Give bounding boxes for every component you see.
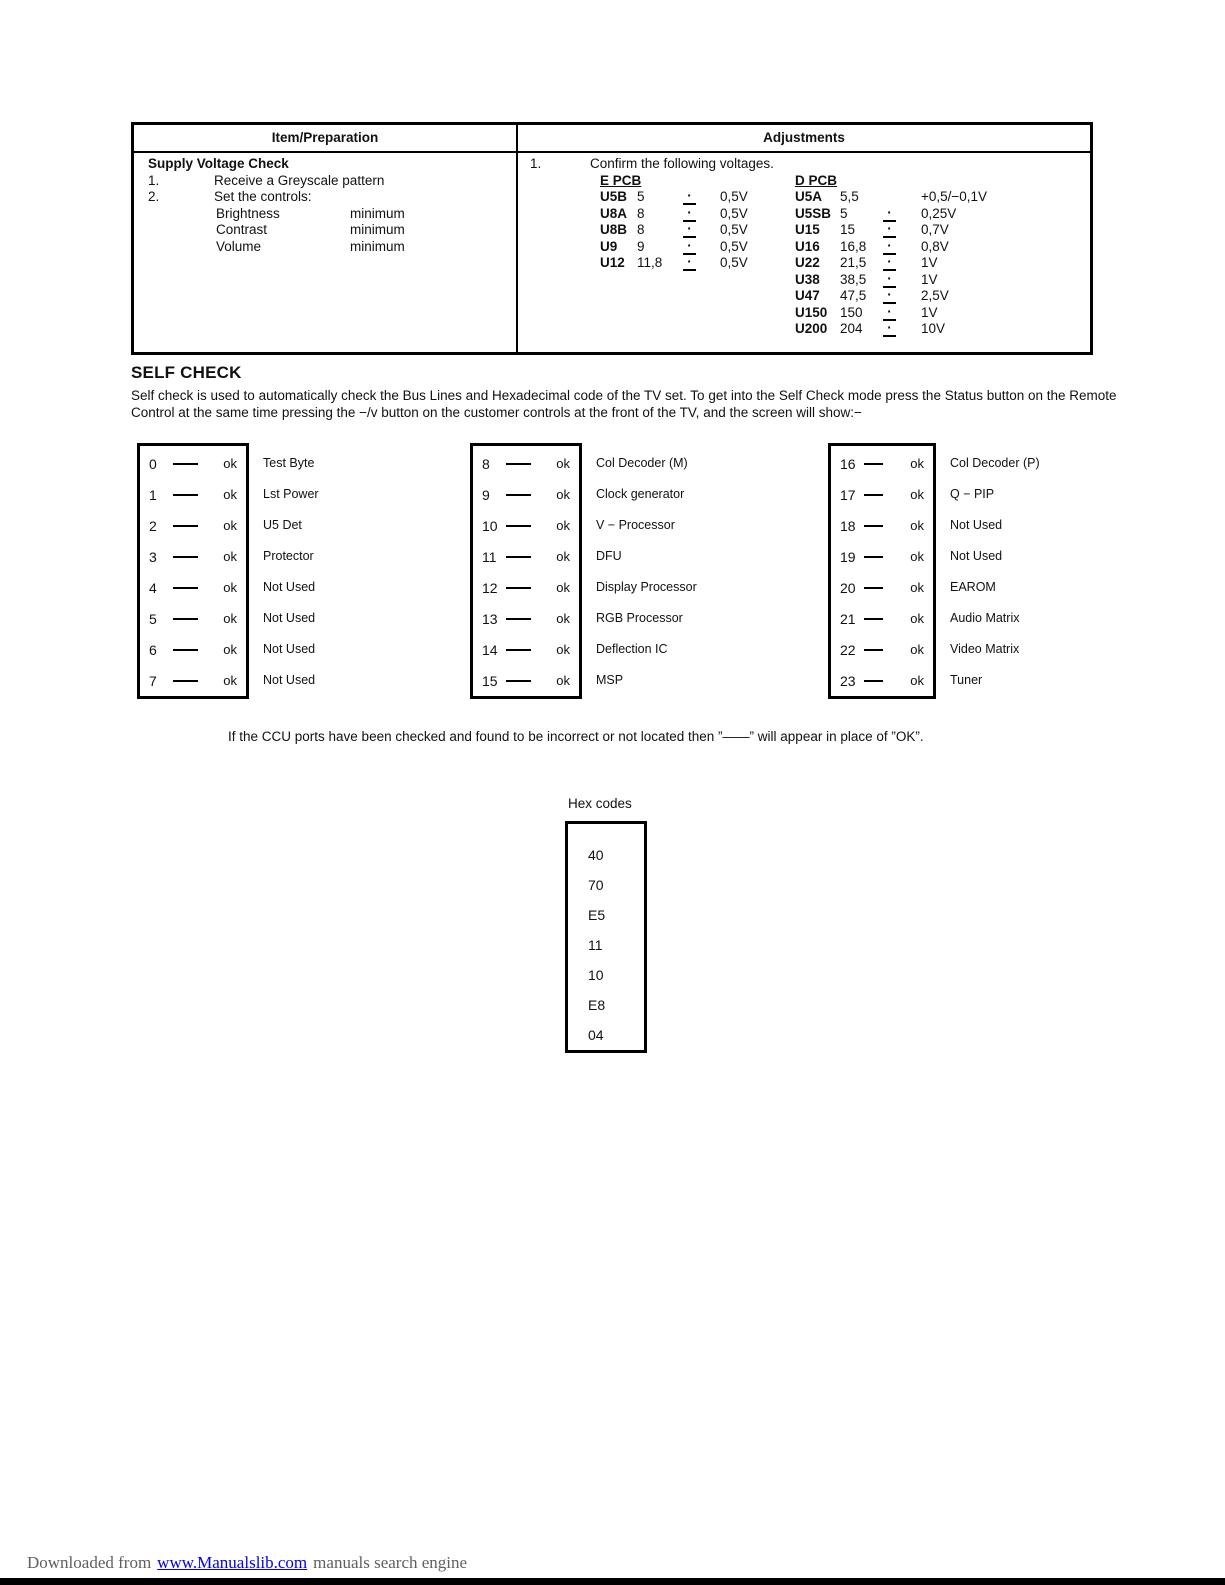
- check-label: Not Used: [263, 579, 316, 594]
- check-label: Display Processor: [596, 579, 697, 594]
- pcb-group-title: D PCB: [795, 173, 838, 188]
- voltage-ref: U8B: [600, 222, 628, 237]
- plus-minus-icon: ·: [683, 223, 696, 238]
- table-header-divider: [134, 151, 1090, 153]
- voltage-ref: U16: [795, 238, 820, 254]
- plus-minus-icon: ·: [883, 289, 896, 304]
- hex-code: [568, 990, 644, 1020]
- check-status: ok: [910, 456, 924, 471]
- plus-minus-icon: ·: [683, 207, 696, 222]
- voltage-row: [795, 305, 987, 322]
- check-status: ok: [223, 549, 237, 564]
- section-title: Supply Voltage Check: [148, 156, 289, 171]
- check-number: 10: [482, 517, 498, 534]
- dash-line: [506, 525, 531, 527]
- check-number: 22: [840, 641, 856, 658]
- dash-line: [506, 587, 531, 589]
- check-label: Video Matrix: [950, 641, 1020, 656]
- check-row: [831, 541, 933, 572]
- dash-line: [506, 618, 531, 620]
- voltage-tolerance: 0,5V: [720, 205, 748, 221]
- dash-line: [173, 680, 198, 682]
- check-label: Audio Matrix: [950, 610, 1020, 625]
- dash-line: [173, 463, 198, 465]
- voltage-tolerance: 1V: [921, 304, 938, 320]
- dash-line: [506, 680, 531, 682]
- voltage-ref: U150: [795, 304, 828, 320]
- hex-code-value: 04: [588, 1027, 604, 1043]
- check-label: Protector: [263, 548, 314, 563]
- check-status: ok: [910, 549, 924, 564]
- check-status: ok: [556, 487, 570, 502]
- check-label: Col Decoder (P): [950, 455, 1040, 470]
- check-number: 17: [840, 486, 856, 503]
- check-number: 0: [149, 455, 157, 472]
- voltage-value: 5: [840, 205, 848, 221]
- hex-codes-title: Hex codes: [568, 796, 632, 811]
- check-label: Not Used: [263, 641, 316, 656]
- item-preparation-cell: [148, 156, 405, 255]
- voltage-ref: U22: [795, 255, 820, 270]
- check-row: [140, 665, 246, 696]
- voltage-ref: U47: [795, 288, 820, 303]
- plus-minus-icon: ·: [683, 240, 696, 255]
- voltage-tolerance: 0,5V: [720, 255, 748, 270]
- check-number: 19: [840, 548, 856, 565]
- voltage-group-e-pcb: [600, 172, 748, 272]
- hex-code: [568, 870, 644, 900]
- check-label: RGB Processor: [596, 610, 683, 625]
- check-row: [140, 510, 246, 541]
- check-number: 23: [840, 672, 856, 689]
- control-row: [216, 239, 405, 256]
- check-status: ok: [910, 611, 924, 626]
- hex-code: [568, 900, 644, 930]
- voltage-ref: U38: [795, 271, 820, 287]
- check-status: ok: [910, 642, 924, 657]
- plus-minus-icon: ·: [683, 190, 696, 205]
- voltage-tolerance: 10V: [921, 321, 946, 336]
- voltage-tolerance: 1V: [921, 255, 938, 270]
- voltage-group-d-pcb: [795, 172, 987, 338]
- voltage-value: 204: [840, 321, 863, 336]
- voltage-value: 150: [840, 304, 863, 320]
- voltage-row: [600, 239, 748, 256]
- check-row: [473, 541, 579, 572]
- dash-line: [864, 556, 883, 558]
- control-name: Brightness: [216, 205, 280, 221]
- check-status: ok: [910, 518, 924, 533]
- check-label: Not Used: [950, 517, 1003, 532]
- check-number: 6: [149, 641, 157, 658]
- voltage-ref: U200: [795, 321, 828, 336]
- voltage-row: [795, 206, 987, 223]
- control-setting: minimum: [350, 205, 405, 221]
- supply-voltage-table: [131, 122, 1093, 355]
- check-label: Not Used: [263, 610, 316, 625]
- check-status: ok: [223, 487, 237, 502]
- voltage-ref: U5A: [795, 189, 823, 204]
- dash-line: [506, 649, 531, 651]
- check-number: 11: [482, 548, 497, 565]
- check-row: [831, 572, 933, 603]
- voltage-ref: U5B: [600, 189, 628, 204]
- plus-minus-icon: ·: [883, 207, 896, 222]
- check-status: ok: [223, 611, 237, 626]
- check-status: ok: [223, 642, 237, 657]
- dash-line: [506, 556, 531, 558]
- dash-line: [864, 494, 883, 496]
- hex-code-value: 70: [588, 877, 604, 893]
- voltage-tolerance: 0,25V: [921, 205, 957, 221]
- voltage-ref: U8A: [600, 205, 628, 221]
- dash-line: [173, 587, 198, 589]
- check-status: ok: [223, 673, 237, 688]
- plus-minus-icon: ·: [683, 256, 696, 271]
- hex-code: [568, 930, 644, 960]
- voltage-row: [795, 321, 987, 338]
- dash-line: [864, 649, 883, 651]
- check-status: ok: [556, 673, 570, 688]
- check-row: [473, 479, 579, 510]
- voltage-tolerance: 1V: [921, 271, 938, 287]
- step-number: 2.: [148, 189, 160, 204]
- check-status: ok: [910, 673, 924, 688]
- check-row: [140, 634, 246, 665]
- check-number: 8: [482, 455, 490, 472]
- voltage-value: 9: [637, 238, 645, 254]
- plus-minus-icon: [883, 190, 896, 203]
- check-label: V − Processor: [596, 517, 675, 532]
- dash-line: [506, 494, 531, 496]
- hex-code-value: E8: [588, 997, 606, 1013]
- voltage-row: [795, 239, 987, 256]
- dash-line: [864, 680, 883, 682]
- voltage-ref: U9: [600, 238, 618, 254]
- check-number: 1: [149, 486, 157, 503]
- check-label: Test Byte: [263, 455, 315, 470]
- voltage-value: 8: [637, 222, 645, 237]
- voltage-row: [600, 255, 748, 272]
- check-number: 18: [840, 517, 856, 534]
- dash-line: [173, 556, 198, 558]
- check-label: Col Decoder (M): [596, 455, 688, 470]
- voltage-tolerance: 2,5V: [921, 288, 949, 303]
- check-status: ok: [910, 580, 924, 595]
- step-number: 1.: [530, 156, 542, 171]
- check-box: [137, 443, 249, 699]
- check-label: U5 Det: [263, 517, 302, 532]
- check-label: MSP: [596, 672, 624, 687]
- voltage-tolerance: +0,5/−0,1V: [921, 189, 988, 204]
- hex-code-value: 10: [588, 967, 604, 983]
- check-status: ok: [556, 580, 570, 595]
- step-number: 1.: [148, 172, 160, 188]
- check-number: 3: [149, 548, 157, 565]
- check-row: [140, 448, 246, 479]
- voltage-tolerance: 0,5V: [720, 189, 748, 204]
- voltage-row: [795, 255, 987, 272]
- check-row: [831, 665, 933, 696]
- check-status: ok: [556, 518, 570, 533]
- self-check-paragraph: Self check is used to automatically check the Bus Lines and Hexadecimal code of the TV set. To get into the Self Check mode press the Status button on the Remote Control at the same time pressing the −/v button on the customer controls at the front of the TV, and the screen will show:−: [131, 388, 1117, 420]
- voltage-row: [600, 206, 748, 223]
- voltage-row: [795, 222, 987, 239]
- voltage-row: [600, 189, 748, 206]
- check-number: 2: [149, 517, 157, 534]
- check-label: EAROM: [950, 579, 996, 594]
- check-row: [140, 479, 246, 510]
- control-row: [216, 206, 405, 223]
- check-row: [473, 634, 579, 665]
- voltage-value: 8: [637, 205, 645, 221]
- check-number: 21: [840, 610, 856, 627]
- voltage-row: [795, 288, 987, 305]
- step-row: [530, 156, 1086, 173]
- dash-line: [173, 618, 198, 620]
- step-row: [148, 173, 405, 190]
- check-row: [831, 603, 933, 634]
- self-check-heading: SELF CHECK: [131, 363, 242, 382]
- check-row: [140, 603, 246, 634]
- footer: [27, 1553, 467, 1573]
- adjustments-cell: [530, 156, 1086, 336]
- check-row: [140, 572, 246, 603]
- check-row: [473, 665, 579, 696]
- check-row: [831, 634, 933, 665]
- check-label: Tuner: [950, 672, 983, 687]
- check-row: [831, 510, 933, 541]
- manualslib-link[interactable]: www.Manualslib.com: [157, 1553, 308, 1572]
- voltage-value: 38,5: [840, 271, 867, 287]
- check-status: ok: [556, 456, 570, 471]
- check-row: [473, 603, 579, 634]
- step-text: Receive a Greyscale pattern: [214, 172, 385, 188]
- check-row: [831, 479, 933, 510]
- hex-code-value: E5: [588, 907, 606, 923]
- voltage-ref: U5SB: [795, 205, 832, 221]
- control-name: Contrast: [216, 222, 268, 237]
- table-column-divider: [516, 125, 518, 352]
- check-label: Not Used: [263, 672, 316, 687]
- control-row: [216, 222, 405, 239]
- voltage-value: 15: [840, 222, 856, 237]
- footer-prefix-text: Downloaded from: [27, 1553, 152, 1572]
- column-header-item-preparation: Item/Preparation: [271, 130, 379, 145]
- check-row: [140, 541, 246, 572]
- voltage-tolerance: 0,8V: [921, 238, 949, 254]
- step-text: Confirm the following voltages.: [590, 156, 774, 171]
- plus-minus-icon: ·: [883, 306, 896, 321]
- check-status: ok: [223, 580, 237, 595]
- plus-minus-icon: ·: [883, 322, 896, 337]
- voltage-value: 11,8: [637, 255, 663, 270]
- check-number: 16: [840, 455, 856, 472]
- voltage-row: [795, 189, 987, 206]
- check-number: 15: [482, 672, 498, 689]
- check-row: [473, 448, 579, 479]
- dash-line: [864, 618, 883, 620]
- check-status: ok: [556, 549, 570, 564]
- dash-line: [864, 463, 883, 465]
- check-number: 5: [149, 610, 157, 627]
- plus-minus-icon: ·: [883, 273, 896, 288]
- dash-line: [173, 525, 198, 527]
- check-number: 4: [149, 579, 157, 596]
- voltage-row: [795, 272, 987, 289]
- plus-minus-icon: ·: [883, 240, 896, 255]
- column-header-adjustments: Adjustments: [763, 130, 845, 145]
- check-label: Not Used: [950, 548, 1003, 563]
- voltage-value: 21,5: [840, 255, 867, 270]
- voltage-value: 5: [637, 189, 645, 204]
- voltage-value: 47,5: [840, 288, 867, 303]
- voltage-row: [600, 222, 748, 239]
- voltage-value: 16,8: [840, 238, 867, 254]
- check-number: 20: [840, 579, 856, 596]
- footer-suffix-text: manuals search engine: [313, 1553, 468, 1572]
- pcb-group-title: E PCB: [600, 173, 642, 188]
- hex-code: [568, 840, 644, 870]
- control-name: Volume: [216, 238, 262, 254]
- hex-codes-box: [565, 821, 647, 1053]
- hex-code-value: 40: [588, 847, 604, 863]
- check-status: ok: [223, 518, 237, 533]
- check-row: [473, 572, 579, 603]
- dash-line: [173, 649, 198, 651]
- check-label: DFU: [596, 548, 622, 563]
- check-row: [473, 510, 579, 541]
- check-number: 9: [482, 486, 490, 503]
- check-label: Deflection IC: [596, 641, 668, 656]
- dash-line: [173, 494, 198, 496]
- dash-line: [864, 587, 883, 589]
- voltage-tolerance: 0,5V: [720, 222, 748, 237]
- hex-code-value: 11: [588, 937, 603, 953]
- check-row: [831, 448, 933, 479]
- hex-code: [568, 1020, 644, 1050]
- check-label: Lst Power: [263, 486, 319, 501]
- voltage-tolerance: 0,5V: [720, 238, 748, 254]
- check-status: ok: [223, 456, 237, 471]
- page-bottom-bar: [0, 1578, 1225, 1585]
- check-status: ok: [556, 611, 570, 626]
- check-number: 7: [149, 672, 157, 689]
- control-setting: minimum: [350, 238, 405, 254]
- dash-line: [506, 463, 531, 465]
- check-status: ok: [556, 642, 570, 657]
- check-number: 14: [482, 641, 498, 658]
- check-label: Q − PIP: [950, 486, 995, 501]
- voltage-tolerance: 0,7V: [921, 222, 949, 237]
- voltage-ref: U15: [795, 222, 820, 237]
- check-label: Clock generator: [596, 486, 685, 501]
- check-box: [470, 443, 582, 699]
- ccu-ports-note: If the CCU ports have been checked and found to be incorrect or not located then ”——” will appear in place of ”OK”.: [228, 729, 924, 744]
- dash-line: [864, 525, 883, 527]
- step-row: [148, 189, 405, 206]
- step-text: Set the controls:: [214, 189, 312, 204]
- hex-code: [568, 960, 644, 990]
- voltage-value: 5,5: [840, 189, 859, 204]
- control-setting: minimum: [350, 222, 405, 237]
- check-status: ok: [910, 487, 924, 502]
- plus-minus-icon: ·: [883, 223, 896, 238]
- check-box: [828, 443, 936, 699]
- check-number: 13: [482, 610, 498, 627]
- plus-minus-icon: ·: [883, 256, 896, 271]
- voltage-ref: U12: [600, 255, 625, 270]
- check-number: 12: [482, 579, 498, 596]
